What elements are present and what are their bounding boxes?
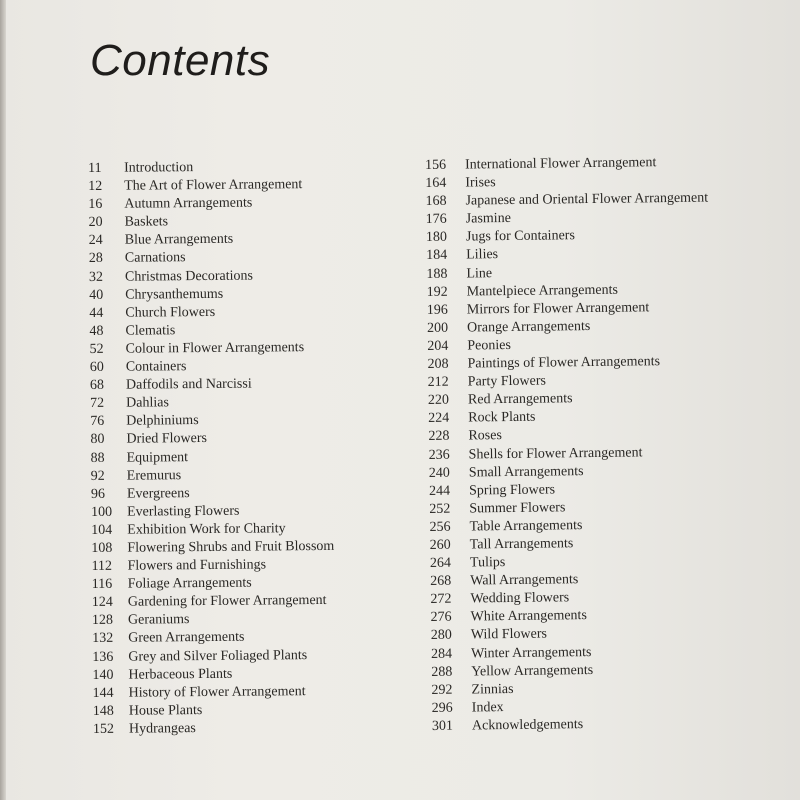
entry-title: Flowers and Furnishings	[127, 557, 267, 574]
entry-page-number: 48	[89, 323, 104, 339]
entry-page-number: 60	[89, 359, 104, 376]
contents-entry	[90, 411, 333, 431]
entry-page-number: 164	[425, 175, 447, 192]
entry-page-number: 244	[428, 483, 451, 499]
entry-title: Hydrangeas	[128, 720, 196, 737]
entry-page-number: 12	[88, 178, 103, 195]
entry-page-number: 72	[90, 396, 105, 412]
entry-title: History of Flower Arrangement	[128, 683, 306, 701]
contents-entry	[90, 375, 333, 395]
entry-title: Jasmine	[465, 211, 511, 227]
entry-page-number: 180	[425, 230, 448, 246]
entry-page-number: 20	[88, 215, 103, 231]
entry-title: Summer Flowers	[469, 500, 566, 517]
contents-entry	[88, 212, 331, 232]
entry-title: Paintings of Flower Arrangements	[467, 354, 661, 372]
entry-page-number: 200	[427, 320, 449, 336]
contents-entry	[92, 574, 335, 594]
entry-title: Geraniums	[127, 612, 190, 629]
contents-entry	[91, 556, 334, 576]
entry-page-number: 192	[426, 284, 448, 300]
entry-title: Acknowledgements	[471, 717, 584, 734]
entry-title: Herbaceous Plants	[128, 666, 233, 683]
page-title: Contents	[90, 36, 271, 85]
entry-page-number: 92	[90, 468, 105, 484]
entry-title: Index	[471, 699, 504, 716]
entry-title: Wild Flowers	[470, 626, 547, 643]
entry-title: Irises	[465, 175, 496, 191]
entry-title: Mantelpiece Arrangements	[466, 282, 618, 300]
entry-title: Colour in Flower Arrangements	[125, 340, 305, 357]
contents-entry	[91, 520, 334, 540]
entry-title: Tulips	[469, 555, 506, 571]
entry-title: Carnations	[124, 250, 186, 267]
entry-title: Evergreens	[126, 485, 190, 502]
entry-page-number: 301	[431, 718, 454, 734]
contents-entry	[91, 502, 334, 522]
contents-entry	[90, 357, 333, 377]
contents-entry	[92, 664, 335, 684]
entry-page-number: 100	[91, 504, 113, 520]
entry-page-number: 76	[90, 414, 105, 430]
entry-page-number: 184	[426, 248, 448, 264]
entry-page-number: 28	[88, 251, 103, 267]
entry-page-number: 188	[426, 266, 448, 282]
entry-title: Roses	[468, 428, 502, 444]
entry-title: Jugs for Containers	[465, 228, 575, 245]
entry-page-number: 24	[88, 233, 103, 249]
entry-page-number: 88	[90, 450, 105, 466]
contents-entry	[432, 714, 715, 736]
contents-left-column	[88, 158, 336, 739]
entry-page-number: 152	[92, 721, 115, 737]
contents-entry	[89, 321, 332, 341]
entry-page-number: 256	[429, 519, 451, 535]
entry-page-number: 80	[90, 432, 105, 448]
contents-entry	[93, 683, 336, 703]
entry-page-number: 11	[88, 160, 102, 176]
entry-page-number: 128	[91, 613, 114, 629]
entry-title: Gardening for Flower Arrangement	[127, 593, 327, 610]
entry-title: Red Arrangements	[467, 391, 573, 408]
entry-page-number: 196	[426, 302, 448, 318]
contents-entry	[92, 646, 335, 666]
entry-page-number: 264	[429, 555, 452, 572]
entry-title: Foliage Arrangements	[127, 575, 252, 592]
entry-page-number: 148	[92, 703, 114, 719]
entry-title: Baskets	[124, 214, 169, 230]
entry-page-number: 260	[429, 537, 451, 553]
entry-page-number: 252	[429, 501, 451, 517]
entry-title: Christmas Decorations	[124, 268, 254, 285]
contents-entry	[425, 190, 708, 212]
entry-title: Rock Plants	[468, 409, 536, 426]
entry-title: Small Arrangements	[468, 463, 584, 481]
entry-title: Lilies	[466, 247, 499, 263]
entry-page-number: 228	[428, 429, 450, 445]
contents-entry	[89, 248, 332, 268]
entry-title: International Flower Arrangement	[465, 155, 657, 173]
entry-page-number: 280	[430, 628, 452, 644]
entry-page-number: 276	[430, 610, 452, 626]
entry-title: Mirrors for Flower Arrangement	[466, 300, 650, 318]
entry-title: Blue Arrangements	[124, 232, 234, 249]
entry-page-number: 236	[428, 447, 450, 463]
entry-title: Line	[466, 265, 493, 282]
entry-title: Delphiniums	[126, 413, 199, 429]
entry-title: Flowering Shrubs and Fruit Blossom	[127, 538, 335, 556]
entry-page-number: 124	[91, 595, 113, 611]
entry-title: House Plants	[128, 702, 203, 719]
entry-title: Chrysanthemums	[125, 286, 224, 303]
contents-entry	[88, 158, 331, 178]
entry-title: Dahlias	[126, 395, 169, 411]
entry-page-number: 116	[91, 576, 113, 593]
entry-page-number: 104	[91, 522, 113, 538]
entry-title: Everlasting Flowers	[127, 503, 240, 520]
entry-title: Daffodils and Narcissi	[125, 376, 252, 393]
contents-entry	[88, 176, 331, 196]
entry-title: Japanese and Oriental Flower Arrangement	[465, 190, 709, 209]
entry-title: Clematis	[125, 323, 176, 339]
entry-title: Wedding Flowers	[470, 590, 570, 607]
entry-page-number: 284	[430, 646, 453, 662]
page-binding-edge	[0, 0, 6, 800]
entry-page-number: 32	[88, 269, 104, 285]
contents-entry	[91, 447, 334, 467]
entry-title: Winter Arrangements	[470, 644, 592, 662]
entry-title: Introduction	[124, 160, 194, 176]
entry-title: Green Arrangements	[128, 630, 245, 647]
contents-entry	[90, 339, 333, 359]
entry-title: Autumn Arrangements	[124, 195, 253, 212]
entry-page-number: 268	[430, 573, 452, 590]
entry-page-number: 220	[427, 392, 450, 409]
contents-right-column	[425, 154, 715, 736]
entry-title: Peonies	[467, 337, 511, 354]
entry-title: Exhibition Work for Charity	[127, 521, 286, 538]
entry-page-number: 16	[88, 197, 103, 213]
entry-title: Zinnias	[471, 681, 514, 698]
contents-entry	[93, 719, 336, 739]
entry-page-number: 176	[425, 212, 447, 228]
entry-title: Orange Arrangements	[466, 318, 591, 336]
entry-page-number: 112	[91, 558, 113, 575]
entry-page-number: 136	[92, 649, 114, 665]
contents-entry	[93, 701, 336, 721]
entry-page-number: 224	[428, 411, 450, 427]
contents-entry	[89, 303, 332, 323]
entry-title: Spring Flowers	[468, 482, 556, 499]
entry-title: Grey and Silver Foliaged Plants	[128, 647, 308, 665]
entry-page-number: 204	[427, 338, 449, 354]
entry-title: Party Flowers	[467, 373, 547, 390]
entry-page-number: 212	[427, 374, 449, 391]
entry-title: Equipment	[126, 449, 189, 466]
entry-page-number: 156	[425, 157, 447, 173]
contents-entry	[92, 592, 335, 612]
contents-entry	[90, 393, 333, 413]
contents-entry	[89, 285, 332, 305]
entry-page-number: 144	[92, 685, 114, 701]
entry-title: Wall Arrangements	[470, 572, 579, 589]
entry-page-number: 292	[431, 682, 453, 698]
contents-entry	[91, 484, 334, 504]
contents-entry	[90, 429, 333, 449]
entry-page-number: 68	[89, 377, 105, 394]
entry-page-number: 296	[431, 700, 453, 716]
entry-title: Table Arrangements	[469, 517, 583, 535]
entry-page-number: 240	[428, 465, 450, 481]
entry-page-number: 288	[431, 664, 453, 680]
entry-page-number: 44	[89, 305, 104, 321]
contents-entry	[89, 266, 332, 286]
entry-page-number: 52	[89, 341, 104, 357]
contents-entry	[92, 628, 335, 648]
entry-title: Yellow Arrangements	[471, 662, 594, 680]
entry-page-number: 108	[91, 540, 113, 556]
contents-entry	[91, 465, 334, 485]
contents-entry	[89, 230, 332, 250]
entry-title: Containers	[125, 359, 187, 375]
contents-entry	[91, 538, 334, 558]
entry-page-number: 40	[89, 287, 104, 303]
entry-title: Shells for Flower Arrangement	[468, 444, 643, 462]
entry-title: Tall Arrangements	[469, 536, 574, 553]
entry-page-number: 96	[90, 486, 105, 502]
entry-title: Eremurus	[126, 467, 182, 484]
entry-title: Dried Flowers	[126, 431, 208, 448]
entry-page-number: 208	[427, 356, 449, 373]
entry-page-number: 132	[92, 631, 114, 647]
entry-title: White Arrangements	[470, 608, 587, 625]
entry-page-number: 140	[92, 667, 114, 683]
entry-title: Church Flowers	[125, 304, 216, 321]
entry-page-number: 168	[425, 193, 447, 210]
contents-entry	[88, 194, 331, 214]
entry-title: The Art of Flower Arrangement	[124, 177, 303, 194]
entry-page-number: 272	[430, 591, 452, 608]
contents-entry	[92, 610, 335, 630]
